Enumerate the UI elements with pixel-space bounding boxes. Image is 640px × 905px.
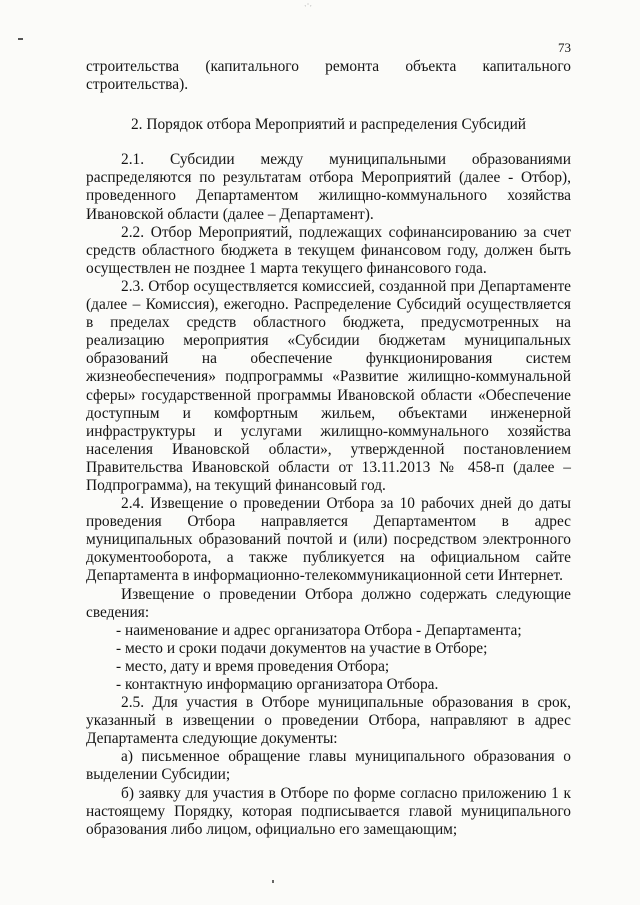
paragraph-2-2: 2.2. Отбор Мероприятий, подлежащих софинансированию за счет средств областного бюджета в текущем финансовом году, должен быть осуществлен не позднее 1 марта текущего финансового года. xyxy=(86,223,571,277)
list-item: - наименование и адрес организатора Отбора - Департамента; xyxy=(116,621,522,639)
intro-line-1: строительства (капитального ремонта объекта капитального xyxy=(86,58,571,75)
paragraph-2-5: 2.5. Для участия в Отборе муниципальные образования в срок, указанный в извещении о проведении Отбора, направляют в адрес Департамента следующие документы: xyxy=(86,694,571,748)
scan-mark: ˑ˙ˑ xyxy=(304,2,312,12)
paragraph-2-1: 2.1. Субсидии между муниципальными образованиями распределяются по результатам отбора Мероприятий (далее - Отбор), проведенного Департаментом жилищно-коммунального хозяйства Ивановской области (далее – Департамент). xyxy=(86,151,571,223)
list-item: - контактную информацию организатора Отбора. xyxy=(116,676,439,693)
intro-line-2: строительства). xyxy=(86,76,189,94)
section-heading: 2. Порядок отбора Мероприятий и распределения Субсидий xyxy=(130,116,527,134)
margin-dash-mark xyxy=(18,38,23,40)
item-a: а) письменное обращение главы муниципального образования о выделении Субсидии; xyxy=(86,748,571,784)
scan-dot xyxy=(272,880,274,883)
list-item: - место, дату и время проведения Отбора; xyxy=(116,657,390,675)
item-b: б) заявку для участия в Отборе по форме согласно приложению 1 к настоящему Порядку, которая подписывается главой муниципального образования либо лицом, официально его замещающим; xyxy=(86,784,571,838)
notice-paragraph: Извещение о проведении Отбора должно содержать следующие сведения: xyxy=(86,585,571,621)
paragraph-2-3: 2.3. Отбор осуществляется комиссией, созданной при Департаменте (далее – Комиссия), ежегодно. Распределение Субсидий осуществляется в пределах средств областного бюджета, предусмотренных на реализацию мероприятия «Субсидии бюджетам муниципальных образований на обеспечение функционирования систем жизнеобеспечения» подпрограммы «Развитие жилищно-коммунальной сферы» государственной программы Ивановской области «Обеспечение доступным и комфортным жильем, объектами инженерной инфраструктуры и услугами жилищно-коммунального хозяйства населения Ивановской области», утвержденной постановлением Правительства Ивановской области от 13.11.2013 № 458-п (далее – Подпрограмма), на текущий финансовый год. xyxy=(86,277,571,494)
list-item: - место и сроки подачи документов на участие в Отборе; xyxy=(116,639,488,657)
page-number: 73 xyxy=(558,40,571,55)
document-body xyxy=(86,58,571,839)
paragraph-2-4: 2.4. Извещение о проведении Отбора за 10 рабочих дней до даты проведения Отбора направляется Департаментом в адрес муниципальных образований почтой и (или) посредством электронного документооборота, а также публикуется на официальном сайте Департамента в информационно-телекоммуникационной сети Интернет. xyxy=(86,495,571,585)
